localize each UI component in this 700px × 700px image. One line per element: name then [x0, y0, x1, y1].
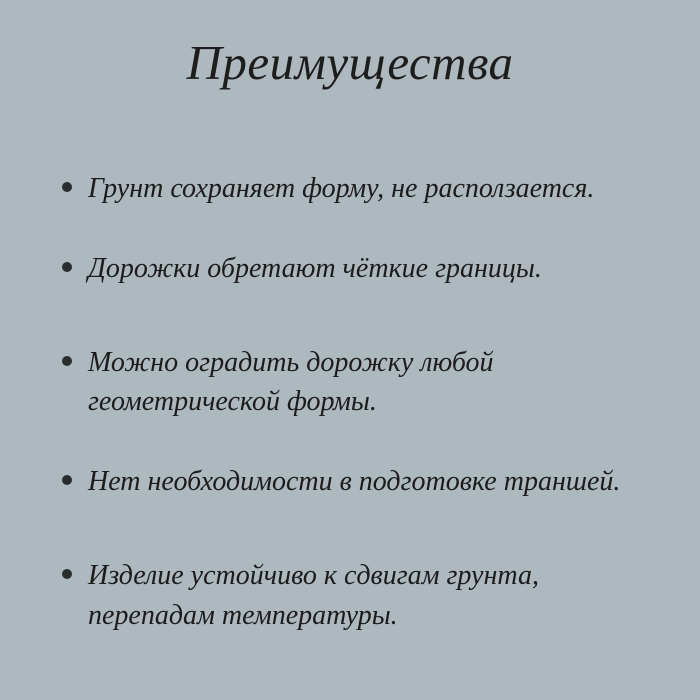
advantages-list	[62, 169, 662, 635]
list-item	[62, 343, 662, 423]
list-item	[62, 169, 662, 209]
bullet-icon	[62, 182, 72, 192]
list-item-text: Грунт сохраняет форму, не расползается.	[88, 173, 595, 204]
bullet-icon	[62, 262, 72, 272]
page-title: Преимущества	[186, 35, 514, 90]
list-item	[62, 556, 662, 636]
list-item-text: Дорожки обретают чёткие границы.	[88, 252, 542, 284]
bullet-icon	[62, 569, 72, 579]
list-item-text: Изделие устойчиво к сдвигам грунта, перепадам температуры.	[88, 559, 539, 631]
list-item-text: Можно оградить дорожку любой геометрической формы.	[88, 346, 494, 418]
list-item	[62, 249, 662, 289]
bullet-icon	[62, 356, 72, 366]
list-item	[62, 462, 662, 502]
bullet-icon	[62, 475, 72, 485]
list-item-text: Нет необходимости в подготовке траншей.	[88, 466, 621, 497]
